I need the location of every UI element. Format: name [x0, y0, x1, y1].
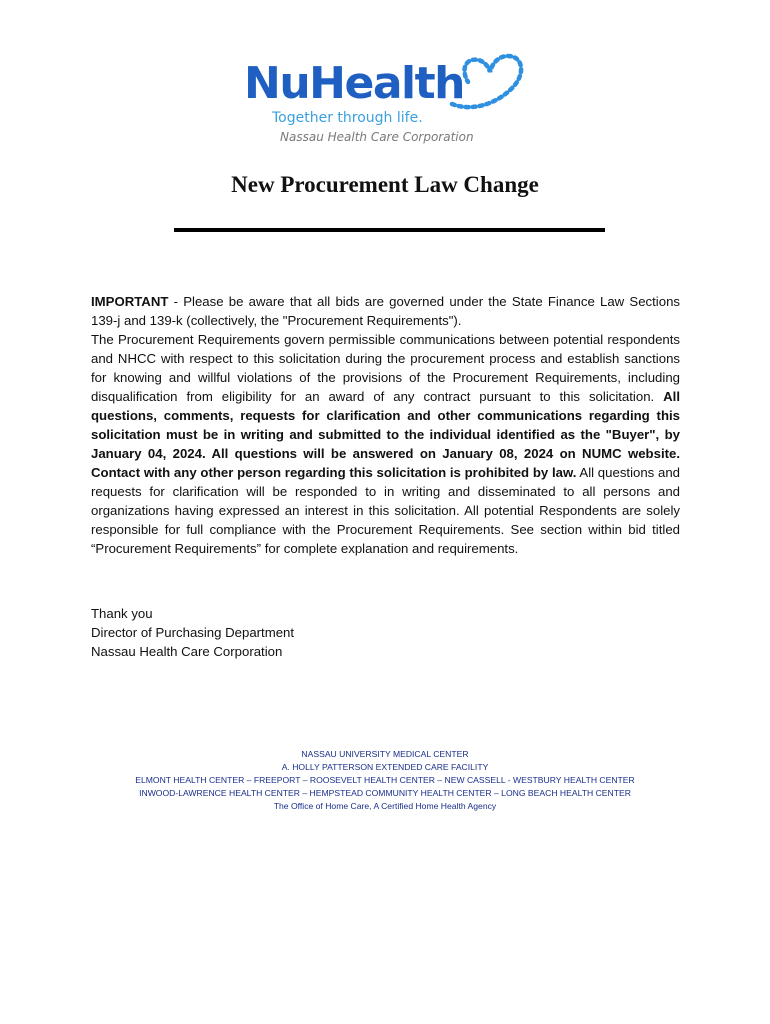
- logo-tagline: Together through life.: [272, 110, 423, 126]
- requirements-bold-text: All questions, comments, requests for clarification and other communications regarding this solicitation must be in writing and submitted to the individual identified as the "Buyer", by January 04, 2024. All questions will be answered on January 08, 2024 on NUMC website. Contact with any other person regarding this solicitation is prohibited by law.: [91, 389, 680, 480]
- footer-line-1: NASSAU UNIVERSITY MEDICAL CENTER: [301, 749, 469, 759]
- signoff-thanks: Thank you: [91, 606, 153, 621]
- important-text: - Please be aware that all bids are governed under the State Finance Law Sections 139-j and 139-k (collectively, the "Procurement Requirements").: [91, 294, 680, 328]
- footer-line-4: INWOOD-LAWRENCE HEALTH CENTER – HEMPSTEAD COMMUNITY HEALTH CENTER – LONG BEACH HEALTH CENTER: [139, 788, 631, 798]
- dotted-heart-icon: [442, 52, 528, 118]
- logo-subtitle: Nassau Health Care Corporation: [280, 130, 474, 144]
- important-label: IMPORTANT: [91, 294, 169, 309]
- requirements-text: The Procurement Requirements govern permissible communications between potential respondents and NHCC with respect to this solicitation during the procurement process and establish sanctions for knowing and willful violations of the provisions of the Procurement Requirements, including disqualification from eligibility for an award of any contract pursuant to this solicitation.: [91, 332, 680, 404]
- signoff-organization: Nassau Health Care Corporation: [91, 644, 283, 659]
- requirements-paragraph: [91, 330, 680, 558]
- signoff-title: Director of Purchasing Department: [91, 625, 295, 640]
- logo-wordmark: NuHealth: [244, 58, 464, 109]
- title-divider: [174, 228, 605, 232]
- signoff: [91, 604, 294, 661]
- footer-line-5: The Office of Home Care, A Certified Home Health Agency: [273, 801, 497, 811]
- requirements-closing-text: All questions and requests for clarification will be responded to in writing and disseminated to all persons and organizations having expressed an interest in this solicitation. All potential Respondents are solely responsible for full compliance with the Procurement Requirements. See section within bid titled “Procurement Requirements” for complete explanation and requirements.: [91, 465, 681, 556]
- footer-line-3: ELMONT HEALTH CENTER – FREEPORT – ROOSEVELT HEALTH CENTER – NEW CASSELL - WESTBURY HEALTH CENTER: [135, 775, 635, 785]
- nuhealth-logo: [244, 52, 544, 152]
- footer: [0, 748, 770, 813]
- footer-line-2: A. HOLLY PATTERSON EXTENDED CARE FACILITY: [281, 762, 489, 772]
- document-title: New Procurement Law Change: [231, 172, 539, 197]
- important-paragraph: [91, 292, 680, 330]
- document-body: [91, 292, 680, 558]
